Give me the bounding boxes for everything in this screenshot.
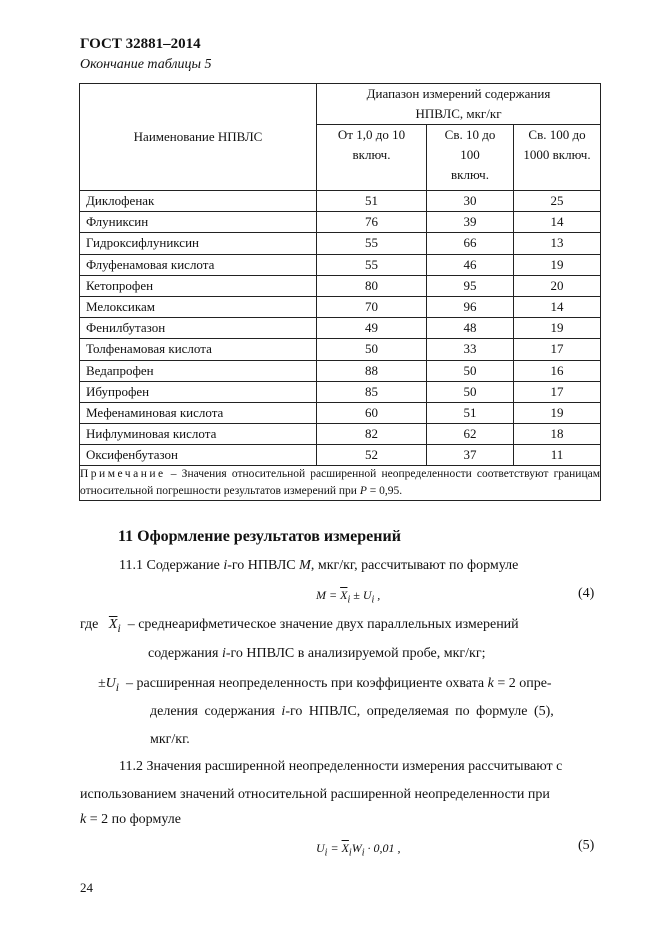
value-range-3-cell: 13: [514, 233, 601, 254]
value-range-3-cell: 19: [514, 402, 601, 423]
text-span: -го НПВЛС в анализируемой пробе, мкг/кг;: [225, 646, 486, 661]
value-range-2-cell: 39: [427, 212, 514, 233]
value-range-2-cell: 51: [427, 402, 514, 423]
text-span: 11.1 Содержание: [119, 558, 224, 573]
paragraph-11-2-line3: [80, 812, 181, 828]
value-range-1-cell: 55: [317, 254, 427, 275]
text-span: , мкг/кг, рассчитывают по формуле: [310, 558, 519, 573]
table-row: [80, 381, 601, 402]
text-span: i: [281, 704, 286, 719]
range-header-line2: НПВЛС, мкг/кг: [415, 106, 502, 122]
table-row: [80, 402, 601, 423]
symbol-subscript: i: [115, 680, 120, 694]
formula-part: i: [347, 594, 351, 606]
paragraph-11-2-line2: использованием значений относительной расширенной неопределенности при: [80, 787, 550, 802]
sub-header-line: включ.: [451, 167, 489, 183]
symbol: ±U: [98, 676, 116, 691]
formula-part: =: [326, 588, 341, 602]
document-code: ГОСТ 32881–2014: [80, 36, 201, 52]
value-range-3-cell: 19: [514, 254, 601, 275]
sub-header-line: Св. 100 до: [528, 127, 586, 143]
value-range-2-cell: 50: [427, 381, 514, 402]
text-span: содержания: [148, 646, 222, 661]
note-text: – Значения относительной расширенной неопределенности соответствуют границам относительной погрешности результатов измерений при: [80, 468, 600, 498]
sub-header-line: 100: [460, 147, 480, 163]
value-range-3-cell: 17: [514, 381, 601, 402]
formula-part: M: [316, 588, 326, 602]
table-row: [80, 424, 601, 445]
paragraph-11-2-line1: 11.2 Значения расширенной неопределенности измерения рассчитывают с: [119, 759, 563, 774]
drug-name-cell: Фенилбутазон: [80, 318, 317, 339]
value-range-2-cell: 96: [427, 296, 514, 317]
text-span: – расширенная неопределенность при коэффициенте охвата: [126, 676, 488, 691]
drug-name-cell: Флуфенамовая кислота: [80, 254, 317, 275]
sub-header-line: 1000 включ.: [523, 147, 591, 163]
formula-part: ,: [374, 588, 381, 602]
definition-uncertainty-cont: [150, 704, 554, 720]
value-range-1-cell: 51: [317, 191, 427, 212]
formula-5: [316, 841, 400, 858]
definition-mean: [80, 617, 519, 635]
definition-uncertainty: [98, 676, 552, 694]
table-row: [80, 318, 601, 339]
value-range-3-cell: 16: [514, 360, 601, 381]
value-range-2-cell: 62: [427, 424, 514, 445]
col-header-name: Наименование НПВЛС: [80, 84, 317, 191]
sub-header-line: От 1,0 до 10: [337, 127, 406, 143]
value-range-2-cell: 50: [427, 360, 514, 381]
equation-number-5: (5): [578, 838, 595, 853]
value-range-2-cell: 30: [427, 191, 514, 212]
text-span: где: [80, 617, 99, 632]
formula-4: [316, 588, 380, 605]
col-header-range-3: [514, 125, 601, 191]
value-range-1-cell: 49: [317, 318, 427, 339]
value-range-2-cell: 37: [427, 445, 514, 466]
formula-part: i: [324, 847, 328, 859]
value-range-3-cell: 11: [514, 445, 601, 466]
formula-part: U: [362, 588, 372, 602]
table-body: [80, 191, 601, 466]
text-span: -го НПВЛС: [227, 558, 300, 573]
text-span: i: [223, 558, 228, 573]
section-title: 11 Оформление результатов измерений: [118, 528, 401, 545]
drug-name-cell: Кетопрофен: [80, 275, 317, 296]
value-range-2-cell: 48: [427, 318, 514, 339]
formula-part: i: [361, 847, 365, 859]
value-range-2-cell: 66: [427, 233, 514, 254]
formula-part: i: [371, 594, 375, 606]
text-span: -го НПВЛС, определяемая по формуле (5),: [285, 704, 554, 719]
value-range-1-cell: 80: [317, 275, 427, 296]
range-header-line1: Диапазон измерений содержания: [366, 86, 551, 102]
definition-uncertainty-unit: мкг/кг.: [150, 732, 190, 747]
text-span: = 2 по формуле: [86, 812, 181, 827]
value-range-3-cell: 20: [514, 275, 601, 296]
value-range-1-cell: 52: [317, 445, 427, 466]
col-header-range-2: [427, 125, 514, 191]
formula-part: ±: [350, 588, 363, 602]
value-range-1-cell: 76: [317, 212, 427, 233]
text-span: k: [80, 812, 87, 827]
formula-part: $\overline{X}$: [341, 841, 349, 855]
table-row: [80, 212, 601, 233]
note-symbol: P: [359, 485, 367, 498]
value-range-3-cell: 18: [514, 424, 601, 445]
note-label: Примечание: [80, 468, 166, 481]
formula-part: $\overline{X}$: [340, 588, 348, 602]
symbol: $\overline{X}$: [108, 617, 118, 632]
table-row: [80, 296, 601, 317]
value-range-1-cell: 88: [317, 360, 427, 381]
table-row: [80, 233, 601, 254]
formula-part: · 0,01 ,: [364, 841, 401, 855]
formula-part: i: [348, 847, 352, 859]
note-value: = 0,95.: [366, 485, 403, 498]
table-row: [80, 191, 601, 212]
drug-name-cell: Мелоксикам: [80, 296, 317, 317]
formula-part: W: [351, 841, 362, 855]
formula-part: U: [316, 841, 325, 855]
drug-name-cell: Оксифенбутазон: [80, 445, 317, 466]
drug-name-cell: Ибупрофен: [80, 381, 317, 402]
value-range-2-cell: 33: [427, 339, 514, 360]
text-span: k: [487, 676, 494, 691]
value-range-2-cell: 95: [427, 275, 514, 296]
drug-name-cell: Диклофенак: [80, 191, 317, 212]
text-span: деления содержания: [150, 704, 282, 719]
table-continuation-caption: Окончание таблицы 5: [80, 57, 212, 72]
col-header-range: [317, 84, 601, 125]
value-range-3-cell: 14: [514, 212, 601, 233]
drug-name-cell: Мефенаминовая кислота: [80, 402, 317, 423]
sub-header-line: Св. 10 до: [444, 127, 496, 143]
value-range-1-cell: 50: [317, 339, 427, 360]
paragraph-11-1: [119, 558, 518, 574]
col-header-range-1: [317, 125, 427, 191]
drug-name-cell: Гидроксифлуниксин: [80, 233, 317, 254]
symbol-subscript: i: [117, 621, 121, 635]
value-range-1-cell: 82: [317, 424, 427, 445]
table-row: [80, 275, 601, 296]
text-span: M: [299, 558, 311, 573]
value-range-3-cell: 17: [514, 339, 601, 360]
table-row: [80, 339, 601, 360]
measurement-range-table: [79, 83, 601, 501]
value-range-3-cell: 19: [514, 318, 601, 339]
table-row: [80, 445, 601, 466]
text-span: – среднеарифметическое значение двух параллельных измерений: [127, 617, 519, 632]
value-range-3-cell: 25: [514, 191, 601, 212]
value-range-1-cell: 70: [317, 296, 427, 317]
drug-name-cell: Толфенамовая кислота: [80, 339, 317, 360]
drug-name-cell: Нифлуминовая кислота: [80, 424, 317, 445]
formula-part: =: [327, 841, 342, 855]
text-span: = 2 опре-: [493, 676, 552, 691]
table-row: [80, 254, 601, 275]
value-range-1-cell: 60: [317, 402, 427, 423]
table-note: [80, 466, 601, 501]
drug-name-cell: Флуниксин: [80, 212, 317, 233]
equation-number-4: (4): [578, 586, 595, 601]
value-range-1-cell: 85: [317, 381, 427, 402]
value-range-2-cell: 46: [427, 254, 514, 275]
value-range-3-cell: 14: [514, 296, 601, 317]
drug-name-cell: Ведапрофен: [80, 360, 317, 381]
sub-header-line: включ.: [352, 147, 391, 163]
text-span: i: [221, 646, 226, 661]
definition-mean-cont: [148, 646, 486, 662]
table-row: [80, 360, 601, 381]
page-number: 24: [80, 880, 93, 895]
value-range-1-cell: 55: [317, 233, 427, 254]
